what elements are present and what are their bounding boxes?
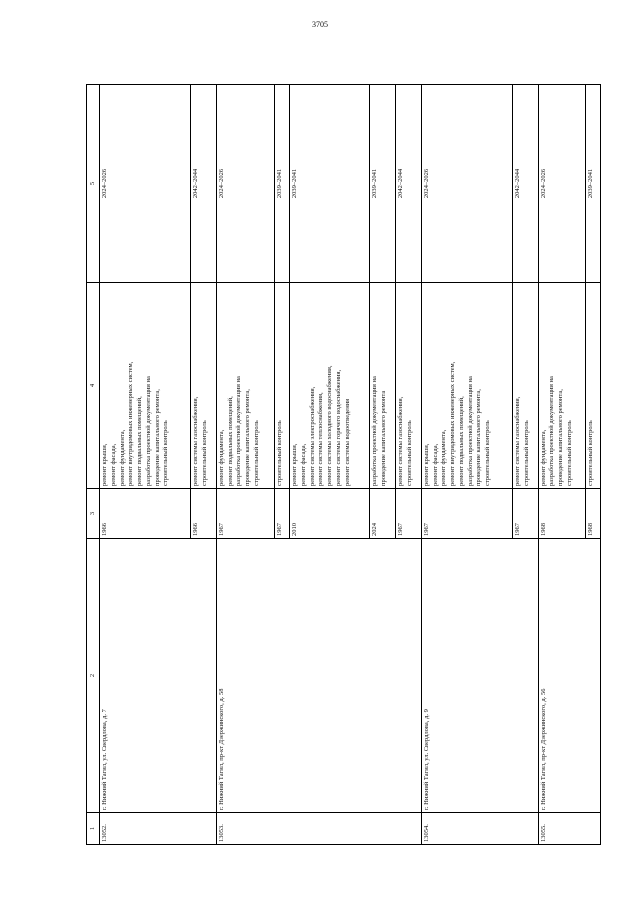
- year-cell: 1967: [216, 489, 274, 539]
- row-number-cell: 13053.: [216, 813, 421, 845]
- header-cell: 1: [87, 813, 100, 845]
- year-cell: 1968: [586, 489, 601, 539]
- table-row: [100, 85, 191, 845]
- works-cell: ремонт фундамента, ремонт подвальных помещений, разработка проектной документации на проведение капитального ремонта, строительный контроль: [216, 283, 274, 489]
- row-number-cell: 13055.: [538, 813, 600, 845]
- period-cell: 2024–2026: [100, 85, 191, 283]
- table-body: [100, 85, 601, 845]
- period-cell: 2024–2026: [421, 85, 512, 283]
- year-cell: 1967: [275, 489, 290, 539]
- year-cell: 1968: [538, 489, 586, 539]
- works-cell: ремонт крыши, ремонт фасада, ремонт фундамента, ремонт внутридомовых инженерных систем, ремонт подвальных помещений, разработка проектной документации на проведение капитального ремонта, строительный контроль: [100, 283, 191, 489]
- header-row: [87, 85, 100, 845]
- works-cell: ремонт крыши, ремонт фасада, ремонт системы электроснабжения, ремонт системы теплоснабжения, ремонт системы холодного водоснабжения, ремонт системы горячего водоснабжения, ремонт системы водоотведения: [290, 283, 370, 489]
- works-cell: ремонт системы газоснабжения, строительный контроль: [191, 283, 217, 489]
- year-cell: 1966: [100, 489, 191, 539]
- works-cell: строительный контроль: [275, 283, 290, 489]
- period-cell: 2042–2044: [396, 85, 422, 283]
- works-cell: строительный контроль: [586, 283, 601, 489]
- header-cell: 5: [87, 85, 100, 283]
- header-cell: 4: [87, 283, 100, 489]
- works-cell: ремонт фундамента, разработка проектной документации на проведение капитального ремонта, строительный контроль: [538, 283, 586, 489]
- period-cell: 2042–2044: [513, 85, 539, 283]
- row-number-cell: 13054.: [421, 813, 538, 845]
- period-cell: 2039–2041: [586, 85, 601, 283]
- table-row: [421, 85, 512, 845]
- year-cell: 1967: [421, 489, 512, 539]
- period-cell: 2039–2041: [370, 85, 396, 283]
- period-cell: 2039–2041: [275, 85, 290, 283]
- header-cell: 2: [87, 539, 100, 813]
- rotated-table-container: [86, 85, 601, 845]
- table-row: [216, 85, 274, 845]
- year-cell: 1966: [191, 489, 217, 539]
- address-cell: г. Нижний Тагил, пр-кт Дзержинского, д. 56: [538, 539, 600, 813]
- works-cell: ремонт крыши, ремонт фасада, ремонт фундамента, ремонт внутридомовых инженерных систем, ремонт подвальных помещений, разработка проектной документации на проведение капитального ремонта, строительный контроль: [421, 283, 512, 489]
- year-cell: 1967: [513, 489, 539, 539]
- year-cell: 2010: [290, 489, 370, 539]
- period-cell: 2024–2026: [538, 85, 586, 283]
- row-number-cell: 13052.: [100, 813, 217, 845]
- works-cell: ремонт системы газоснабжения, строительный контроль: [513, 283, 539, 489]
- period-cell: 2039–2041: [290, 85, 370, 283]
- address-cell: г. Нижний Тагил, ул. Свердлова, д. 9: [421, 539, 538, 813]
- header-cell: 3: [87, 489, 100, 539]
- repair-schedule-table: [86, 84, 601, 845]
- page-number: 3705: [312, 20, 328, 29]
- address-cell: г. Нижний Тагил, пр-кт Дзержинского, д. 58: [216, 539, 421, 813]
- works-cell: ремонт системы газоснабжения, строительный контроль: [396, 283, 422, 489]
- works-cell: разработка проектной документации на проведение капитального ремонта: [370, 283, 396, 489]
- address-cell: г. Нижний Тагил, ул. Свердлова, д. 7: [100, 539, 217, 813]
- table-row: [538, 85, 586, 845]
- year-cell: 2024: [370, 489, 396, 539]
- period-cell: 2042–2044: [191, 85, 217, 283]
- period-cell: 2024–2026: [216, 85, 274, 283]
- year-cell: 1967: [396, 489, 422, 539]
